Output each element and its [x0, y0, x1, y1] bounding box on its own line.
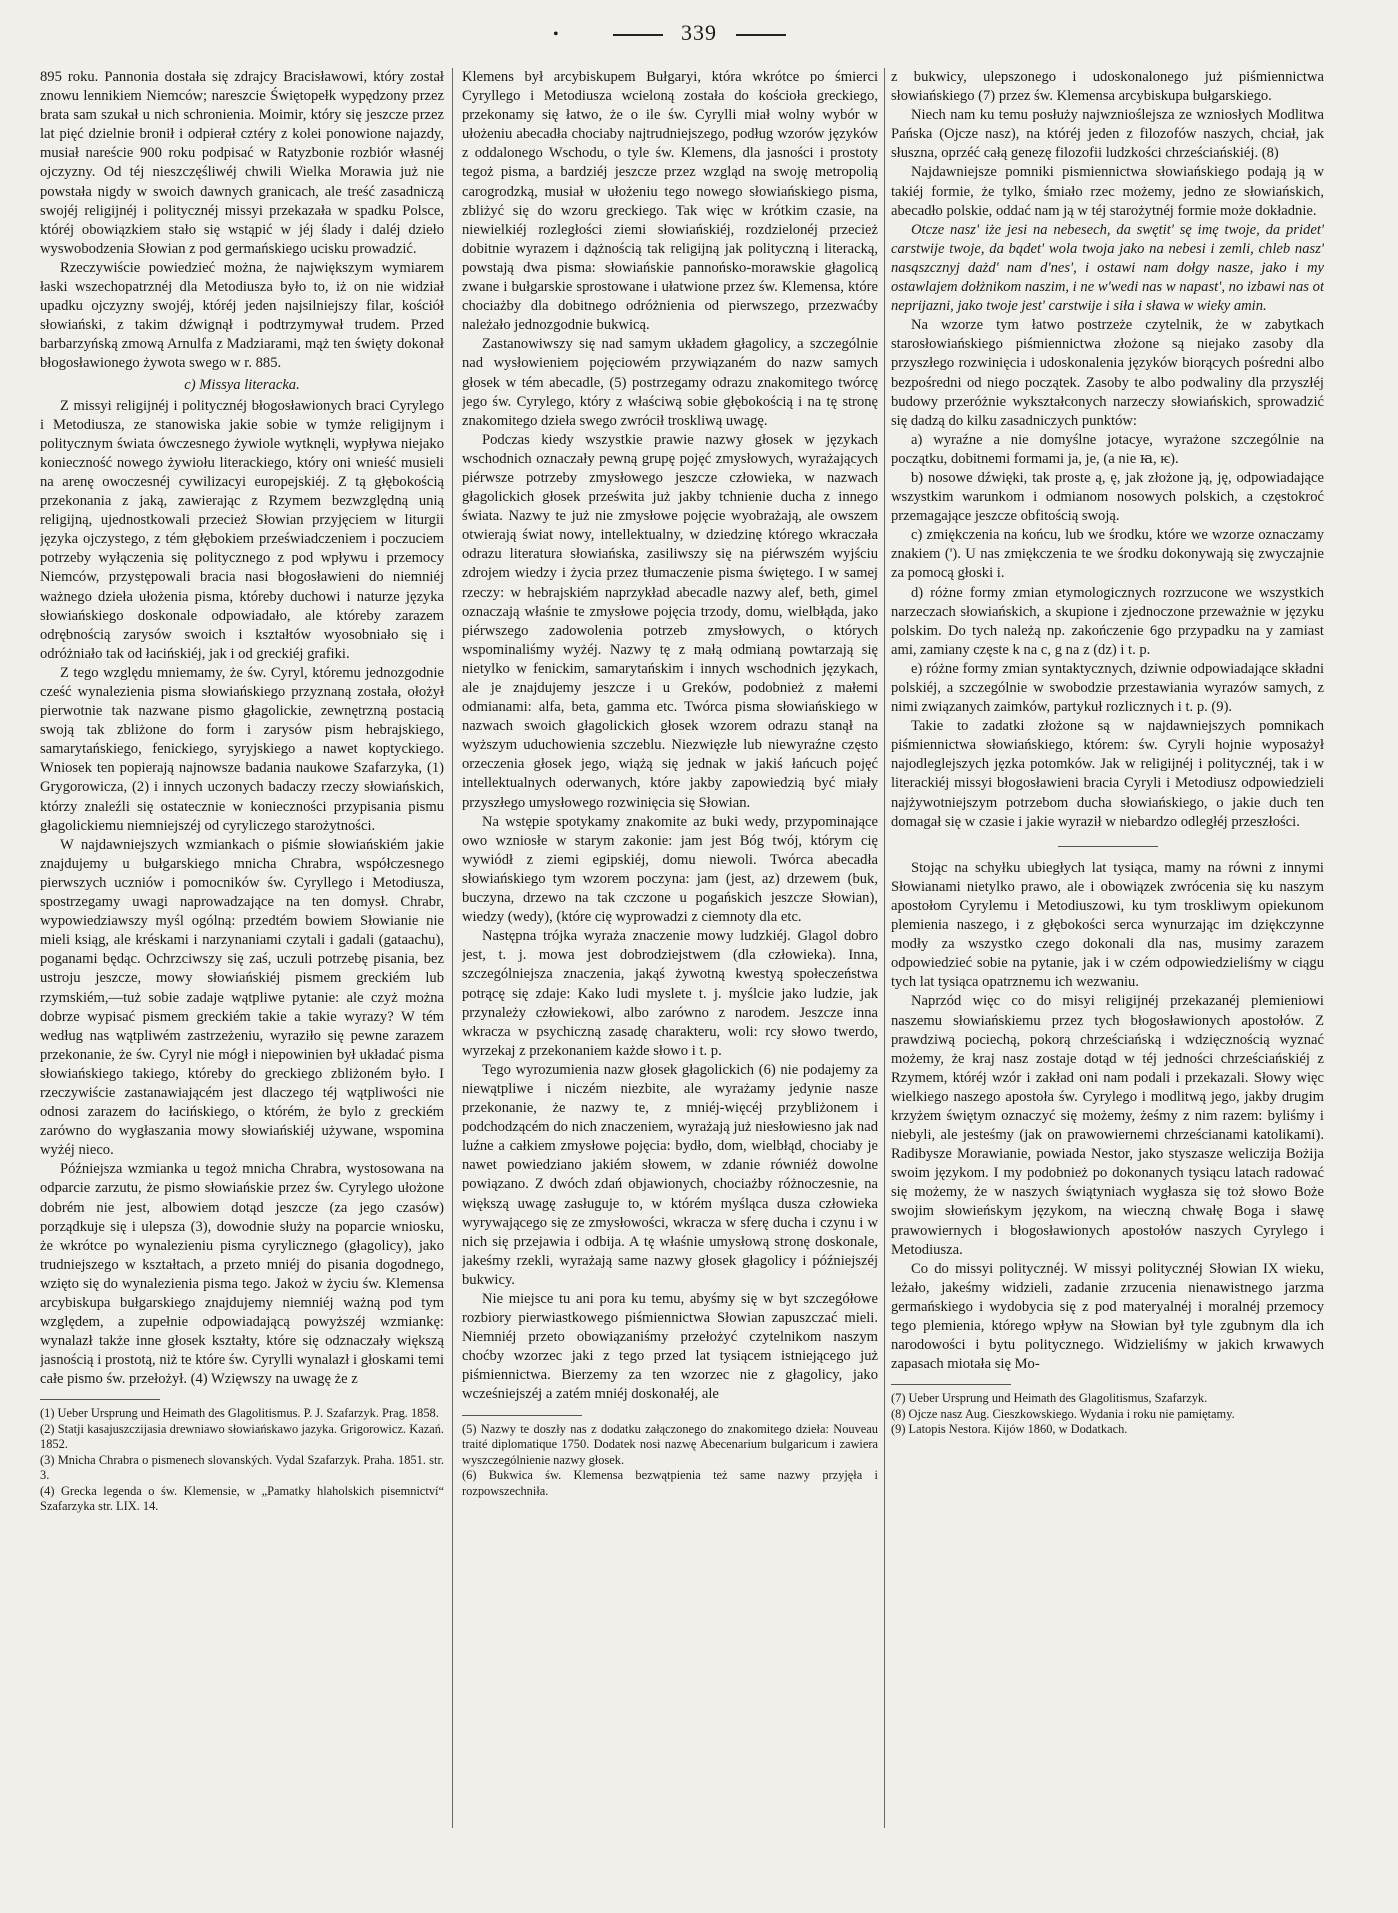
column-3 [891, 68, 1324, 1898]
paragraph: Zastanowiwszy się nad samym układem głagolicy, a szczególnie nad wysłowieniem pojęciowém przywiązaném do nazw samych głosek w tém abecadle, (5) postrzegamy odrazu znakomitego twórcę jego św. Cyrylego, który z właściwą sobie głębokością i na tę stronę znakomitego dzieła swego zwrócił troskliwą uwagę. [462, 336, 878, 429]
paragraph: Stojąc na schyłku ubiegłych lat tysiąca, mamy na równi z innymi Słowianami nietylko prawo, ale i obowiązek zwrócenia się ku naszym apostołom Cyrylemu i Metodiuszowi, ku tym troskliwym opiekunom plemienia naszego, i z głębokości serca wynurzając im dziękczynne modły za wszystko czego dokonali dla nas, musimy zarazem odpowiedzieć sobie na pytanie, jak i w czém odpowiedzieliśmy w ciągu tych lat tysiąca opatrznemu ich wezwaniu. [891, 859, 1324, 991]
paragraph: Podczas kiedy wszystkie prawie nazwy głosek w językach wschodnich oznaczały pewną grupę pojęć zmysłowych, wyrażających piérwsze potrzeby zmysłowego jeszcze człowieka, w nazwach głagolickich głosek prześwita już jakby tchnienie ducha z innego świata. Nazwy te już nie zmysłowe pojęcie wyobrażają, ale owszem otwierają świat nowy, intellektualny, w dziedzinę którego wkraczała odrazu literatura słowiańska, zasiliwszy się na piérwszém wyjściu zdrojem wiedzy i życia przez tłumaczenie pisma świętego. I w samej rzeczy: w hebrajskiém naprzykład abecadle nazwy alef, beth, gimel oznaczają właśnie te zmysłowe pojęcia trzody, domu, wielbłąda, jako piérwszego zadowolenia potrzeb zmysłowych, o których wspominaliśmy wyżéj. Nazwy tę z małą odmianą powtarzają się nietylko w fenickim, samarytańskim i innych wschodnich językach, ale je znajdujemy jeszcze i u Greków, podobnież z małemi odmianami: alfa, beta, gamma etc. Twórca pisma słowiańskiego w nazwach swoich głagolickich głosek wzorem odrazu stanął na wyższym uduchowienia szczeblu. Niezwięzłe lub niewyraźne często orzeczenia głosek jego, wiążą się jednak w jakiś łańcuch pojęć intellektualnych oderwanych, które jakby zapowiedzią być miały przyszłego umysłowego rozwinięcia się Słowian. [462, 431, 878, 811]
column-1 [40, 68, 444, 1898]
paragraph: Klemens był arcybiskupem Bułgaryi, która wkrótce po śmierci Cyryllego i Metodiusza wcieloną została do kościoła greckiego, przekonamy się łatwo, że o ile św. Cyrylli miał wolny wybór w ułożeniu abecadła chociaby najtrudniejszego, podług wzorów języków z oddalonego Wschodu, o tyle św. Klemens, dla jasności i prostoty tegoż pisma, a bardziéj jeszcze przez wzgląd na swoję metropolią carogrodzką, musiał w ułożeniu tego nowego słowiańskiego pisma, zbliżyć się do wzoru greckiego. Tak więc w krótkim czasie, na niewielkiéj rozległości ziemi słowiańskiéj, rozdzielonéj przecież dobitnie wyrazem i dążnością tak religijną jak polityczną i literacką, powstają dwa pisma: słowiańskie pannońsko-morawskie głagolicą zwane i bułgarskie sprostowane i ułatwione przez św. Klemensa, które chociażby dla dobitnego odróżnienia od pierwszego, przezwaćby należało jednozgodnie bukwicą. [462, 69, 878, 334]
paragraph: Najdawniejsze pomniki pismiennictwa słowiańskiego podają ją w takiéj formie, że tylko, śmiało rzec możemy, jedno ze słowiańskich, abecadło polskie, oddać nam ją w téj starożytnéj formie może dokładnie. [891, 164, 1324, 219]
section-separator [1058, 846, 1158, 847]
paragraph: Takie to zadatki złożone są w najdawniejszych pomnikach piśmiennictwa słowiańskiego, którem: św. Cyryli hojnie wyposażył najodleglejszych jęzka potomków. Jak w religijnéj i politycznéj, tak i w literackiéj missyi błogosławieni bracia Cyryli i Metodiusz odpowiedzieli najżywotniejszym potrzebom ducha słowiańskiego, o jakie duch ten domagał się w czasie i jakie wyraził w niebardzo odległéj przeszłości. [891, 718, 1324, 830]
footnote-rule [891, 1384, 1011, 1385]
paragraph: Z tego względu mniemamy, że św. Cyryl, któremu jednozgodnie cześć wynalezienia pisma słowiańskiego przyznaną została, ołożył pierwotnie tak nazwane pismo głagolickie, zewnętrzną postacią swoją tak zbliżone do form i zarysów pism hebrajskiego, samarytańskiego, fenickiego, syryjskiego a nawet koptyckiego. Wniosek ten popierają najnowsze badania naukowe Szafarzyka, (1) Grygorowicza, (2) i innych uczonych badaczy rzeczy słowiańskich, którzy znaleźli się ostatecznie w konieczności przypisania pismu głagolickiemu niemniejszéj od cyryliczego starożytności. [40, 664, 444, 834]
paragraph: Naprzód więc co do misyi religijnéj przekazanéj plemieniowi naszemu słowiańskiemu przez tych błogosławionych apostołów. Z prawdziwą pociechą, pokorą chrześciańską i wdzięcznością wyznać możemy, że kraj nasz zostaje dotąd w téj jedności chrześciańskiéj z Rzymem, któréj wzór i zakład oni nam podali i przekazali. Słowy więc wielkiego naszego apostoła św. Cyrylego i modlitwą jego, jakby drugim krzyżem świętym oznaczyć się możemy, żeśmy z nim razem: byliśmy i niebyli, ale jesteśmy (jak on prawowiernemi chrześcianami katolikami). Radibysze Morawianie, powiada Nestor, jako styszasze weliczija Bożija swoim językom. I my podobnież po dokonanych tysiącu latach radować się możemy, że w naszych świątyniach wygłasza się toż słowo Boże swojim słowieńskym językom, na wieczną chwałę Boga i sławę prawowiernych i błogosławionych apostołów naszych Cyrylego i Metodiusza. [891, 993, 1324, 1258]
column-2 [462, 68, 878, 1898]
paragraph: z bukwicy, ulepszonego i udoskonalonego już piśmiennictwa słowiańskiego (7) przez św. Klemensa arcybiskupa bułgarskiego. [891, 69, 1324, 105]
page-header [0, 20, 1398, 46]
list-item: b) nosowe dźwięki, tak proste ą, ę, jak złożone ją, ję, odpowiadające wszystkim warunkom i odmianom nosowych polskich, a częstokroć przemagające jeszcze obfitością swoją. [891, 469, 1324, 525]
paragraph: 895 roku. Pannonia dostała się zdrajcy Bracisławowi, który został znowu lennikiem Niemców; nareszcie Świętopełk wypędzony przez brata sam szukał u nich schronienia. Moimir, który się jeszcze przez lat pięć dzielnie bronił i odpierał cztéry z kolei ponowione najazdy, musiał nareście 900 roku podpisać w Ratyzbonie rozbiór własnéj ojczyzny. Od téj nieszczęśliwéj chwili Wielka Morawia już nie powstała nigdy w swoich dawnych granicach, ale treść zasadniczą swojéj religijnéj i politycznéj missyi przekazała w spadku Polsce, któréj obowiązkiem stało się wstąpić w jéj ślady i daléj dzieło wyswobodzenia Słowian z pod germańskiego ucisku prowadzić. [40, 69, 444, 257]
list-item: e) różne formy zmian syntaktycznych, dziwnie odpowiadające składni polskiéj, a szczególnie w swobodzie przestawiania wyrazów samych, z nimi związanych zaimków, partykuł rozlicznych i t. p. (9). [891, 660, 1324, 716]
paragraph: Na wzorze tym łatwo postrzeże czytelnik, że w zabytkach starosłowiańskiego piśmiennictwa złożone są niejako zasoby dla przyszłego rozwinięcia i udoskonalenia języków biorących pośredni albo bezpośredni od niego początek. Zasoby te albo podwaliny dla przyszłéj budowy przeróżnie wykształconych narzeczy słowiańskich, sprowadzić się dadzą do kilku zasadniczych punktów: [891, 317, 1324, 429]
column-divider-1 [452, 68, 453, 1828]
footnote-rule [462, 1415, 582, 1416]
list-item: d) różne formy zmian etymologicznych rozrzucone we wszystkich narzeczach słowiańskich, a skupione i zjednoczone przeważnie w języku polskim. Do tych należą np. zakończenie 6go przypadku na y zamiast ami, zamiany częste k na c, g na z (dz) i t. p. [891, 584, 1324, 658]
footnote: (3) Mnicha Chrabra o pismenech slovanských. Vydal Szafarzyk. Praha. 1851. str. 3. [40, 1452, 444, 1483]
paragraph: Późniejsza wzmianka u tegoż mnicha Chrabra, wystosowana na odparcie zarzutu, że pismo słowiańskie przez św. Cyrylego ułożone dobrém nie jest, albowiem dotąd jeszcze (za jego czasów) porządkuje się i ulepsza (3), dowodnie służy na poparcie wniosku, że wkrótce po wynalezieniu pisma cyrylicznego (głagolicy), jako trudniejszego w kształtach, a przeto mniéj do pisania dogodnego, wzięto się do wynalezienia pisma tego. Jakoż w życiu św. Klemensa arcybiskupa bułgarskiego znajdujemy niemniéj ważną pod tym względem, a zupełnie odpowiadającą powyższéj wzmiankę: wynalazł także inne głosek kształty, które się odznaczały większą jasnością i prostotą, niż te które św. Cyrylli wynalazł i głoskami temi całe pismo św. przełożył. (4) Wzięwszy na uwagę że z [40, 1161, 444, 1388]
footnote: (8) Ojcze nasz Aug. Cieszkowskiego. Wydania i roku nie pamiętamy. [891, 1406, 1235, 1421]
paragraph: Z missyi religijnéj i politycznéj błogosławionych braci Cyrylego i Metodiusza, ze stanowiska jakie sobie w tymże religijnym i politycznym świata ówczesnego żywiole wytknęli, wypływa niejako konieczność nowego żywiołu literackiego, który oni wnieść musieli na arenę owoczesnéj cywilizacyi europejskiéj. Z tą głębokością przekonania z jaką, zawierając z Rzymem bezwzględną unią religijną, ujednostkowali przecież Słowian przyjęciem w liturgii języka ojczystego, z tém głębokiem przeświadczeniem i poczuciem potrzeby wyłączenia się politycznego z pod wpływu i przemocy Niemców, przystępowali bracia nasi błogosławieni do niemniéj ważnego dzieła ułożenia pisma, któreby duchowi i naturze języka słowiańskiego doskonale odpowiadało, ale któreby zarazem odrębnością zarysów swoich i kształtów wyosobniało się i odróżniało tak od łacińskiéj, jak i od greckiéj grafiki. [40, 397, 444, 662]
section-heading: c) Missya literacka. [184, 376, 300, 393]
column-divider-2 [884, 68, 885, 1828]
header-rule-left [613, 34, 663, 36]
paragraph: Następna trójka wyraża znaczenie mowy ludzkiéj. Glagol dobro jest, t. j. mowa jest dobrodziejstwem (dla człowieka). Inna, szczególniejsza znaczenia, jakąś żywotną kwestyą społeczeństwa potrącę się zdaje: Kako ludi myslete t. j. myślcie jako ludzie, jak przynależy człowiekowi, albo zarówno z narodem. Jeszcze inna wkracza w psychiczną zasadę charakteru, woli: rcy słowo twerdo, wyrzekaj z przekonaniem każde słowo i t. p. [462, 928, 878, 1059]
prayer-text: Otcze nasz' iże jesi na nebesech, da swętit' sę imę twoje, da pridet' carstwije twoje, da bądet' wola twoja jako na nebesi i zemli, chleb nasz' nasąszcznyj dażd' nam d'nes', i ostawi nam dołgy nasze, jako i my ostawlajem dołżnikom naszim, i ne w'wedi nas w napast', no izbawi nas ot neprijazni, jako twoje jest' carstwije i siła i sława w wieky amin. [891, 221, 1324, 315]
paragraph: Tego wyrozumienia nazw głosek głagolickich (6) nie podajemy za niewątpliwe i niczém niezbite, ale wyrażamy jedynie nasze przekonanie, że nazwy te, z mniéj-więcéj przybliżonem i podchodzącém do nich znaczeniem, wyrażają już niesłowiesno jak nad luźne a całkiem zmysłowe pojęcia: bydło, dom, wielbłąd, chociaby je nawet powiedziano jakiém słowem, w zdanie równiéż dowolne powiązano. Z dwóch zdań objawionych, chociażby różnoczesnie, na większą uwagę zasługuje to, w którém myśląca dusza człowieka wyrywającego się ze zmysłowości, wkracza w sferę ducha i czynu i w nich się przejawia i odbija. A tę właśnie umysłową stronę doskonale, jakeśmy rzekli, wyrażają same nazwy głosek głagolicy i późniejszéj bukwicy. [462, 1061, 878, 1288]
paragraph: Niech nam ku temu posłuży najwznioślejsza ze wzniosłych Modlitwa Pańska (Ojcze nasz), na któréj jeden z filozofów naszych, chciał, jak słuszna, oprzéć całą genezę filozofii ludzkości chrześciańskiéj. (8) [891, 107, 1324, 162]
footnote-rule [40, 1399, 160, 1400]
paragraph: W najdawniejszych wzmiankach o piśmie słowiańskiém jakie znajdujemy u bułgarskiego mnicha Chrabra, współczesnego pierwszych uczniów i pomocników św. Cyryllego i Metodiusza, spostrzegamy uwagi naprowadzające na ten domysł. Chrabr, wypowiedziawszy myśl ogólną: przedtém bowiem Słowianie nie mieli ksiąg, ale kréskami i narzynaniami czytali i gadali (gataachu), poganami będąc. Ochrzciwszy się zaś, uczuli potrzebę pisania, bez ustroju jeszcze, mowy słowiańskiéj pismem greckiém lub rzymskiém,—tuż sobie zadaje wątpliwe pytanie: ale czyż można dobrze wypisać pismem greckiém takie a takie wyrazy? W tém według nas wątpliwém zastrzeżeniu, wyraziło się pewne zarazem przekonanie, że św. Cyryl nie mógł i niepowinien był układać pisma słowiańskiego takiego, któreby do greckiego zbliżoném było. I rzeczywiście zastanawiającém jest dlaczego téj wątpliwości nie odnosi zarazem do łacińskiego, o którém, że bylo z greckiém zarówno do wygłaszania mowy słowiańskiéj używane, wspomina wyżéj nieco. [40, 836, 444, 1159]
footnote: (7) Ueber Ursprung und Heimath des Glagolitismus, Szafarzyk. [891, 1391, 1208, 1406]
footnote: (4) Grecka legenda o św. Klemensie, w „Pamatky hlaholskich pisemnictví“ Szafarzyka str. LIX. 14. [40, 1483, 444, 1514]
header-dot: • [553, 26, 560, 43]
paragraph: Nie miejsce tu ani pora ku temu, abyśmy się w byt szczegółowe rozbiory pierwiastkowego piśmiennictwa Słowian zapuszczać mieli. Niemniéj przeto obowiązaniśmy przełożyć czytelnikom naszym choćby wzorzec jaki z tego przed lat tysiącem istniejącego już piśmiennictwa. Bierzemy za ten wzorzec nie z głagolicy, jako wcześniejszéj a zatém mniéj doskonałéj, ale [462, 1291, 878, 1403]
list-item: a) wyraźne a nie domyślne jotacye, wyrażone szczególnie na początku, dobitnemi formami ja, je, (a nie ꙗ, ѥ). [891, 431, 1324, 467]
header-rule-right [736, 34, 786, 36]
footnote: (6) Bukwica św. Klemensa bezwątpienia też same nazwy przyjęła i rozpowszechniła. [462, 1468, 878, 1498]
page-number: 339 [681, 20, 717, 45]
footnote: (9) Latopis Nestora. Kijów 1860, w Dodatkach. [891, 1422, 1128, 1437]
paragraph: Rzeczywiście powiedzieć można, że największym wymiarem łaski wszechopatrznéj dla Metodiusza było to, iż on nie widział upadku ojczyzny swojéj, któréj jeden najsilniejszy filar, kościół słowiański, z takim dźwignął i podtrzymywał trudem. Przed barbarzyńską zmową Arnulfa z Madziarami, mąż ten święty dokonał błogosławionego żywota swego w r. 885. [40, 259, 444, 372]
list-item: c) zmiękczenia na końcu, lub we środku, które we wzorze oznaczamy znakiem ('). U nas zmiękczenia te we środku dokonywają się zwyczajnie za pomocą głoski i. [891, 527, 1324, 582]
paragraph: Na wstępie spotykamy znakomite az buki wedy, przypominające owo wzniosłe w starym zakonie: jam jest Bóg twój, którym cię wywiódł z ziemi egipskiéj, domu niewoli. Twórca abecadła słowiańskiego tym wzorem poczyna: jam (jest, az) drzewem (buk, buczyna, drzewo na tak czczone u pogańskich jeszcze Słowian), wiedzy (wedy), (które cię wyprowadzi z ciemnoty dla etc. [462, 813, 878, 926]
paragraph: Co do missyi politycznéj. W missyi politycznéj Słowian IX wieku, leżało, jakeśmy widzieli, zadanie zrzucenia nienawistnego jarzma germańskiego i wydobycia się z pod materyalnéj i moralnéj przemocy tego plemienia, którego wpływ na Słowian był tyle zgubnym dla ich narodowości i bytu politycznego. Widzieliśmy w jakich krwawych zapasach miotała się Mo- [891, 1260, 1324, 1373]
footnote: (2) Statji kasajuszczijasia drewniawo słowiańskawo jazyka. Grigorowicz. Kazań. 1852. [40, 1421, 444, 1452]
footnote: (1) Ueber Ursprung und Heimath des Glagolitismus. P. J. Szafarzyk. Prag. 1858. [40, 1406, 439, 1421]
footnote: (5) Nazwy te doszły nas z dodatku załączonego do znakomitego dzieła: Nouveau traité diplomatique 1750. Dodatek nosi nazwę Abecenarium bulgaricum i zawiera wyszczególnienie nazwy głosek. [462, 1421, 878, 1467]
